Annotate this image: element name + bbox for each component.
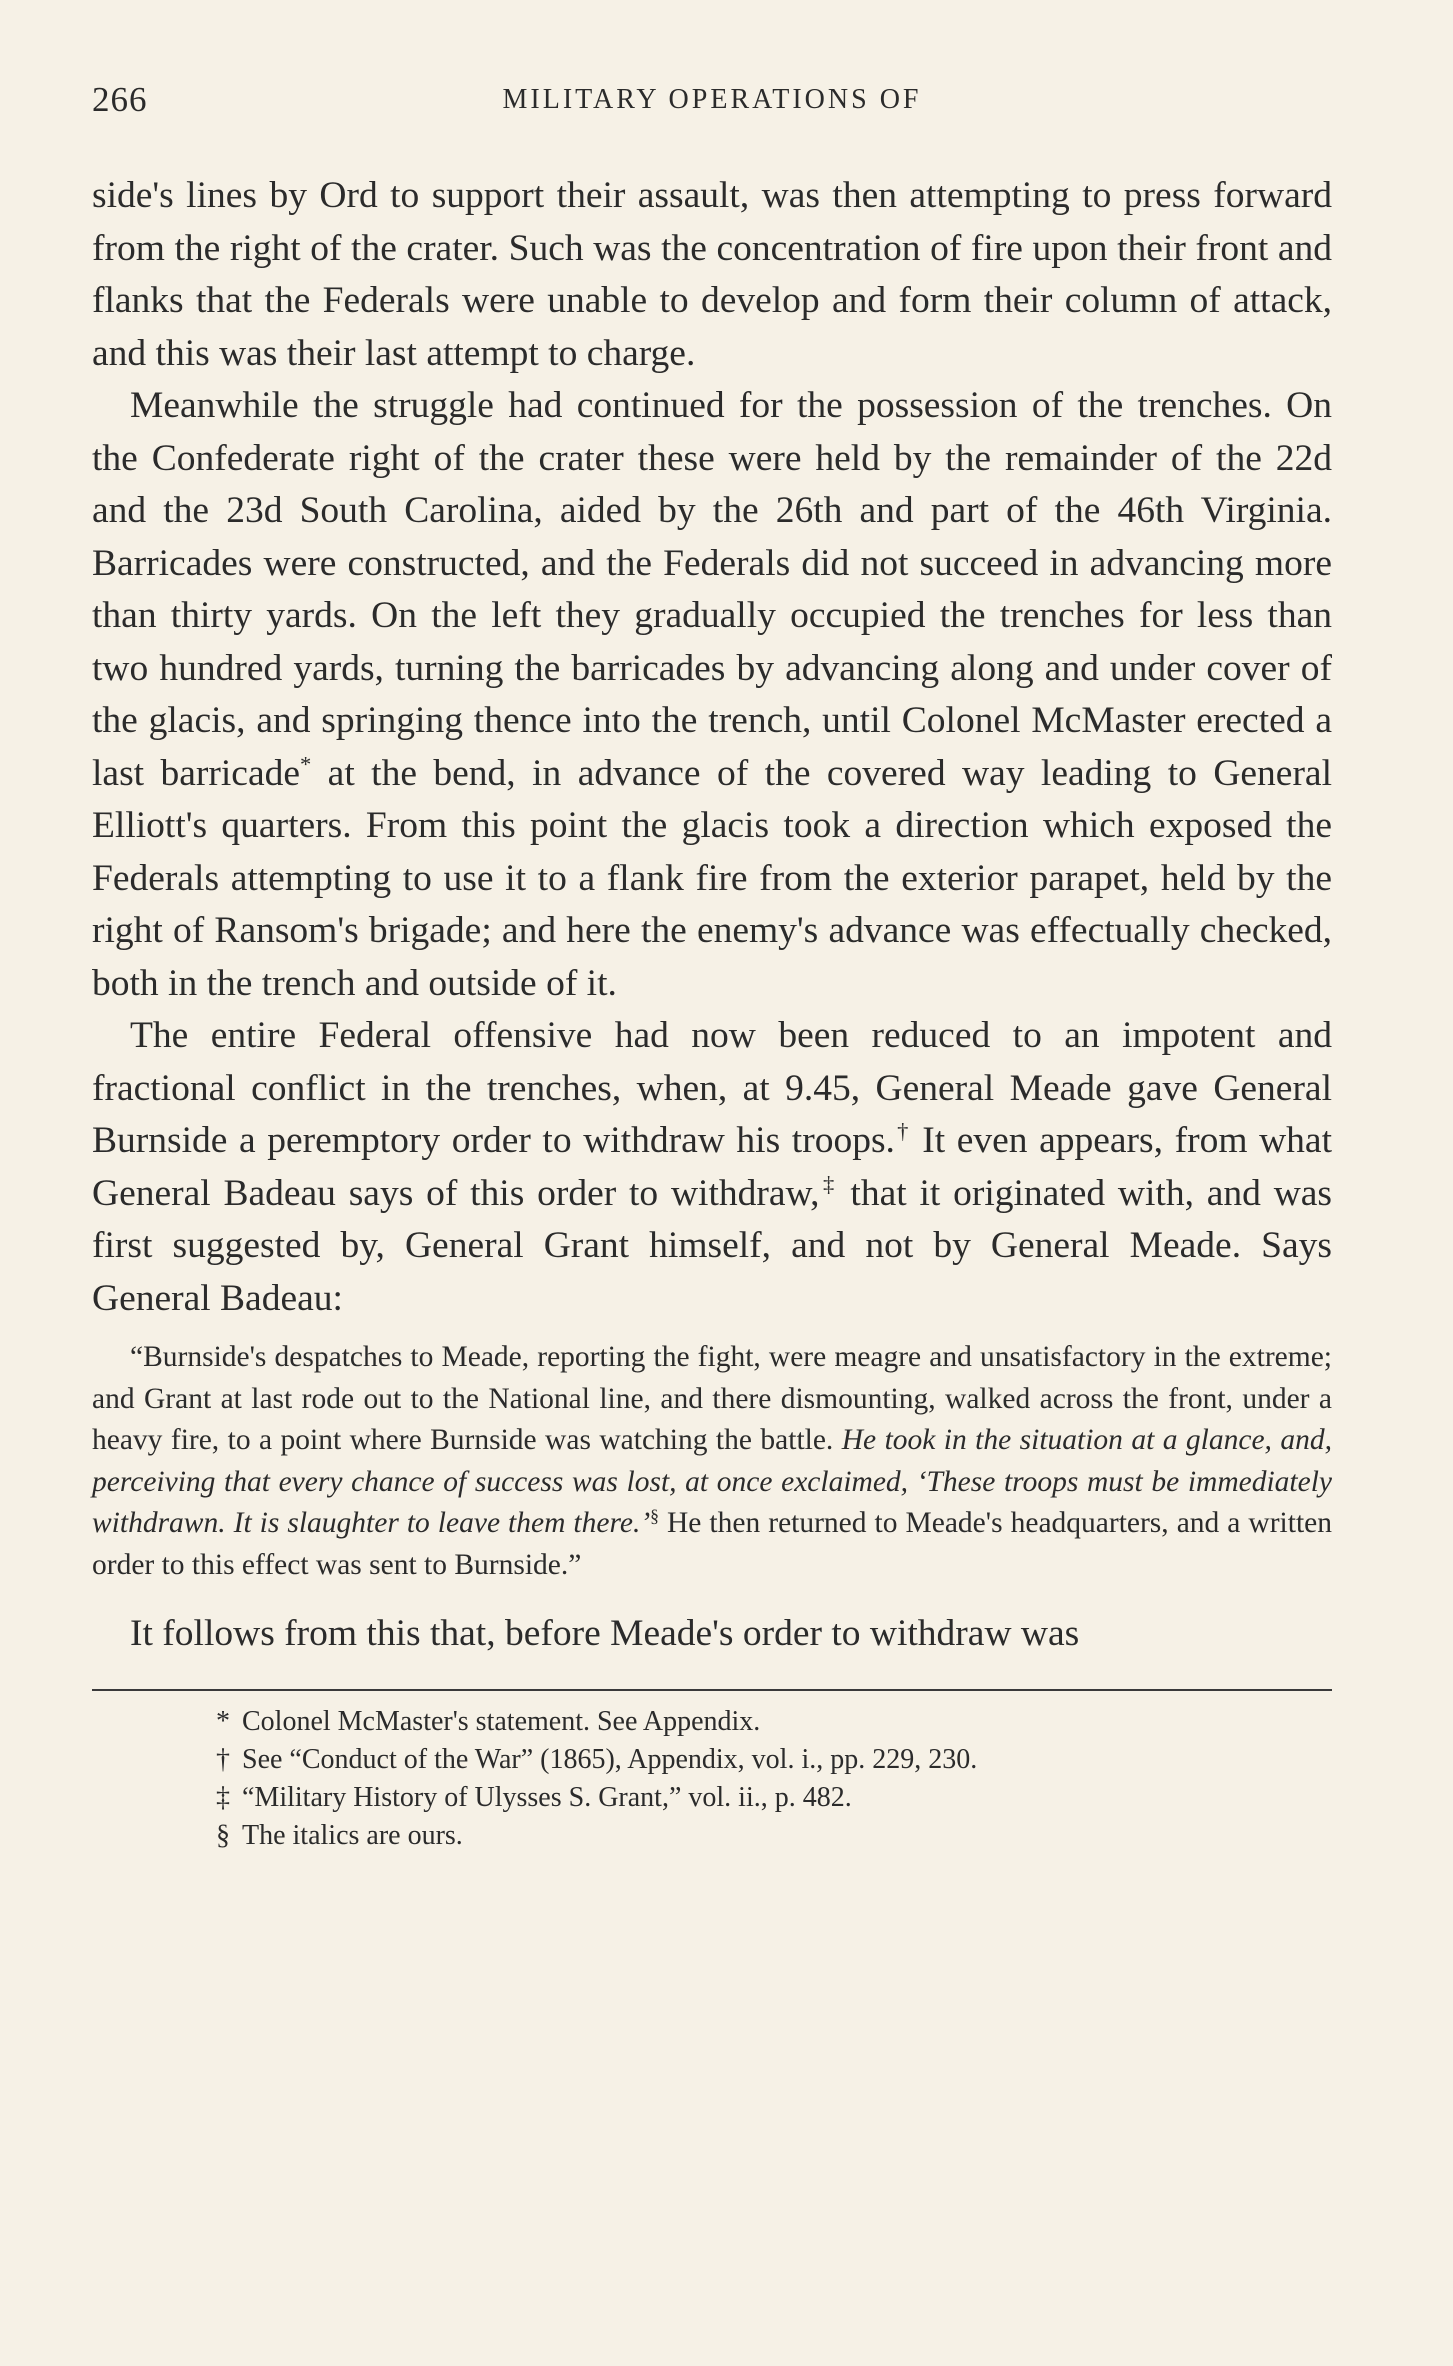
footnote-ref-section[interactable]: § xyxy=(650,1505,659,1526)
footnote-4 xyxy=(216,1817,1332,1855)
paragraph-2 xyxy=(92,380,1332,1010)
footnote-3-text: “Military History of Ulysses S. Grant,” vol. ii., p. 482. xyxy=(242,1781,852,1813)
footnote-ref-dagger[interactable]: † xyxy=(894,1118,911,1144)
paragraph-3 xyxy=(92,1010,1332,1325)
paragraph-1-text: side's lines by Ord to support their assault, was then attempting to press forward from the right of the crater. Such was the concentration of fire upon their front and flanks that the Federals were unable to develop and form their column of attack, and this was their last attempt to charge. xyxy=(92,175,1332,374)
paragraph-3-text-b: It even appears, from what General Badeau says of this order to withdraw, xyxy=(92,1120,1333,1214)
page-header xyxy=(92,80,1332,130)
quote-text-b: He then returned to Meade's headquarters, and a written order to this effect was sent to Burnside.” xyxy=(92,1507,1332,1581)
footnote-1-text: Colonel McMaster's statement. See Appendix. xyxy=(242,1705,761,1737)
quote-italic-text: He took in the situation at a glance, and, perceiving that every chance of success was lost, at once exclaimed, ‘These troops must be immediately withdrawn. It is slaughter to leave them there.’ xyxy=(92,1424,1332,1539)
paragraph-1 xyxy=(92,170,1332,380)
paragraph-2-text-a: Meanwhile the struggle had continued for the possession of the trenches. On the Confederate right of the crater these were held by the remainder of the 22d and the 23d South Carolina, aided by the 26th and part of the 46th Virginia. Barricades were constructed, and the Federals did not succeed in advancing more than thirty yards. On the left they gradually occupied the trenches for less than two hundred yards, turning the barricades by advancing along and under cover of the glacis, and springing thence into the trench, until Colonel McMaster erected a last barricade xyxy=(92,385,1332,794)
block-quote xyxy=(92,1337,1332,1586)
book-page xyxy=(92,80,1332,1855)
footnotes xyxy=(92,1703,1332,1855)
footnote-4-mark: § xyxy=(216,1819,230,1851)
footnote-divider xyxy=(92,1689,1332,1691)
body-text xyxy=(92,170,1332,1325)
footnote-1 xyxy=(216,1703,1332,1741)
quote-text-a: “Burnside's despatches to Meade, reporting the fight, were meagre and unsatisfactory in the extreme; and Grant at last rode out to the National line, and there dismounting, walked across the front, under a heavy fire, to a point where Burnside was watching the battle. xyxy=(92,1341,1332,1456)
footnote-3 xyxy=(216,1779,1332,1817)
footnote-2-text: See “Conduct of the War” (1865), Appendix, vol. i., pp. 229, 230. xyxy=(242,1743,978,1775)
paragraph-3-text-c: that it originated with, and was first suggested by, General Grant himself, and not by General Meade. Says General Badeau: xyxy=(92,1172,1333,1319)
footnote-ref-asterisk[interactable]: * xyxy=(299,751,312,776)
paragraph-3-text-a: The entire Federal offensive had now been reduced to an impotent and fractional conflict in the trenches, when, at 9.45, General Meade gave General Burnside a peremptory order to withdraw his troops. xyxy=(92,1015,1332,1161)
footnote-3-mark: ‡ xyxy=(216,1781,230,1813)
footnote-ref-double-dagger[interactable]: ‡ xyxy=(819,1171,838,1196)
footnote-2 xyxy=(216,1741,1332,1779)
closing-paragraph: It follows from this that, before Meade's order to withdraw was xyxy=(130,1613,1080,1654)
footnote-4-text: The italics are ours. xyxy=(242,1819,463,1851)
running-title: MILITARY OPERATIONS OF xyxy=(502,84,922,115)
paragraph-2-text-b: at the bend, in advance of the covered way leading to General Elliott's quarters. From this point the glacis took a direction which exposed the Federals attempting to use it to a flank fire from the exterior parapet, held by the right of Ransom's brigade; and here the enemy's advance was effectually checked, both in the trench and outside of it. xyxy=(92,752,1332,1004)
footnote-1-mark: * xyxy=(216,1705,230,1737)
page-number: 266 xyxy=(92,80,148,119)
footnote-2-mark: † xyxy=(216,1743,230,1775)
